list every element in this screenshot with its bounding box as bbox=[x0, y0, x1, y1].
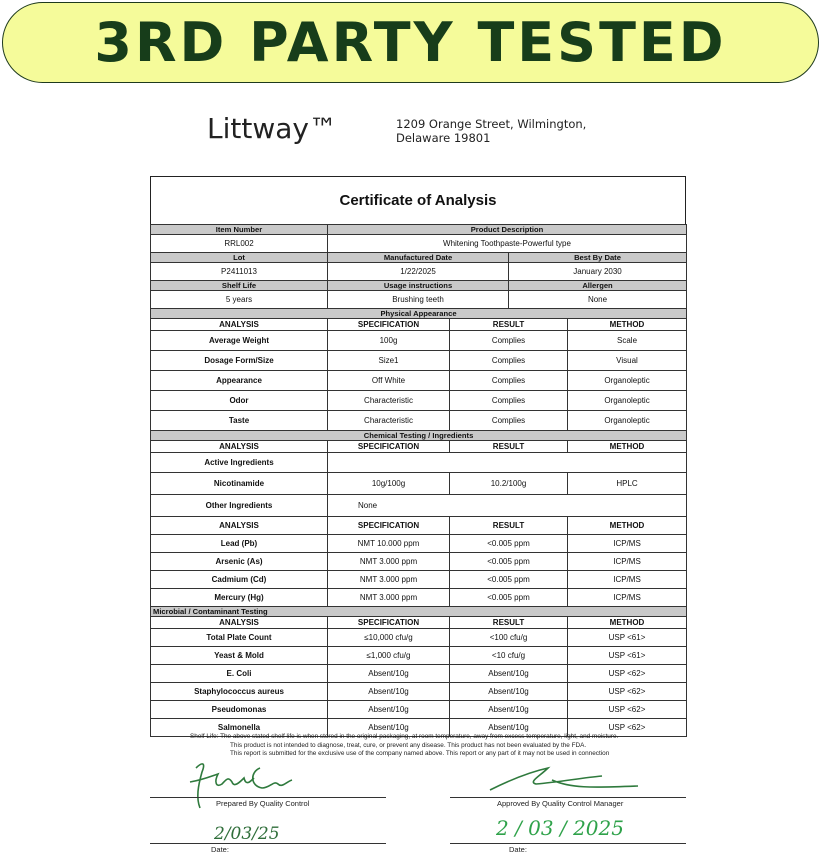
cell-analysis: E. Coli bbox=[151, 665, 328, 683]
cell-spec: 100g bbox=[328, 331, 450, 351]
note-shelf-life: Shelf Life: The above stated shelf life is when stored in the original packaging, at room temperature, away from excess temperature, light, and moisture. bbox=[190, 733, 619, 740]
lot-value: P2411013 bbox=[151, 263, 328, 281]
column-header-analysis: ANALYSIS bbox=[151, 441, 328, 453]
column-header-specification: SPECIFICATION bbox=[328, 617, 450, 629]
cell-analysis: Salmonella bbox=[151, 719, 328, 737]
manufactured-date-value: 1/22/2025 bbox=[328, 263, 509, 281]
date-line-left bbox=[150, 843, 386, 844]
address-line-2: Delaware 19801 bbox=[396, 131, 491, 145]
table-row bbox=[151, 571, 687, 589]
table-row bbox=[151, 647, 687, 665]
table-row bbox=[151, 225, 687, 235]
signature-line-left bbox=[150, 797, 386, 798]
table-row bbox=[151, 683, 687, 701]
table-row bbox=[151, 473, 687, 495]
cell-result: <0.005 ppm bbox=[450, 535, 568, 553]
cell-result: Complies bbox=[450, 351, 568, 371]
column-header-row bbox=[151, 319, 687, 331]
section-header bbox=[151, 431, 687, 441]
date-value-right: 2 / 03 / 2025 bbox=[496, 816, 624, 840]
note-exclusive-use: This report is submitted for the exclusive use of the company named above. This report or any part of it may not be used in connection bbox=[230, 750, 610, 757]
column-header-method: METHOD bbox=[568, 517, 687, 535]
cell-analysis: Arsenic (As) bbox=[151, 553, 328, 571]
signature-line-right bbox=[450, 797, 686, 798]
date-label-right: Date: bbox=[509, 845, 527, 854]
cell-spec: NMT 10.000 ppm bbox=[328, 535, 450, 553]
table-row bbox=[151, 281, 687, 291]
column-header-specification: SPECIFICATION bbox=[328, 517, 450, 535]
table-row bbox=[151, 351, 687, 371]
active-ingredients-label: Active Ingredients bbox=[151, 453, 328, 473]
column-header-analysis: ANALYSIS bbox=[151, 319, 328, 331]
column-header-result: RESULT bbox=[450, 441, 568, 453]
best-by-date-label: Best By Date bbox=[509, 253, 687, 263]
brand-logo: Littway™ bbox=[207, 112, 337, 145]
table-row bbox=[151, 589, 687, 607]
cell-method: USP <62> bbox=[568, 719, 687, 737]
section-header bbox=[151, 309, 687, 319]
cell-analysis: Yeast & Mold bbox=[151, 647, 328, 665]
table-row bbox=[151, 291, 687, 309]
date-value-left: 2/03/25 bbox=[214, 824, 280, 844]
allergen-value: None bbox=[509, 291, 687, 309]
column-header-row bbox=[151, 617, 687, 629]
table-row bbox=[151, 391, 687, 411]
column-header-analysis: ANALYSIS bbox=[151, 517, 328, 535]
cell-spec: Absent/10g bbox=[328, 719, 450, 737]
cell-result: Complies bbox=[450, 391, 568, 411]
cell-method: ICP/MS bbox=[568, 535, 687, 553]
approved-by-label: Approved By Quality Control Manager bbox=[497, 799, 624, 808]
section-header bbox=[151, 607, 687, 617]
column-header-specification: SPECIFICATION bbox=[328, 441, 450, 453]
cell-spec: 10g/100g bbox=[328, 473, 450, 495]
cell-result: Complies bbox=[450, 371, 568, 391]
prepared-by-label: Prepared By Quality Control bbox=[216, 799, 310, 808]
cell-method: ICP/MS bbox=[568, 589, 687, 607]
table-row bbox=[151, 495, 687, 517]
cell-result: 10.2/100g bbox=[450, 473, 568, 495]
physical-appearance-title: Physical Appearance bbox=[151, 309, 687, 319]
cell-result: <0.005 ppm bbox=[450, 571, 568, 589]
disclaimer-notes bbox=[150, 733, 686, 759]
table-row bbox=[151, 701, 687, 719]
banner-title: 3RD PARTY TESTED bbox=[94, 11, 727, 74]
column-header-analysis: ANALYSIS bbox=[151, 617, 328, 629]
table-row bbox=[151, 453, 687, 473]
other-ingredients-label: Other Ingredients bbox=[151, 495, 328, 517]
table-row bbox=[151, 665, 687, 683]
column-header-row bbox=[151, 517, 687, 535]
cell-method: Scale bbox=[568, 331, 687, 351]
cell-spec: ≤10,000 cfu/g bbox=[328, 629, 450, 647]
usage-instructions-value: Brushing teeth bbox=[328, 291, 509, 309]
cell-analysis: Dosage Form/Size bbox=[151, 351, 328, 371]
cell-method: Visual bbox=[568, 351, 687, 371]
signature-approved bbox=[470, 762, 650, 798]
table-row bbox=[151, 235, 687, 253]
usage-instructions-label: Usage instructions bbox=[328, 281, 509, 291]
cell-result: <0.005 ppm bbox=[450, 589, 568, 607]
shelf-life-label: Shelf Life bbox=[151, 281, 328, 291]
lot-label: Lot bbox=[151, 253, 328, 263]
cell-result: Absent/10g bbox=[450, 701, 568, 719]
cell-method: USP <61> bbox=[568, 629, 687, 647]
manufactured-date-label: Manufactured Date bbox=[328, 253, 509, 263]
cell-method: USP <61> bbox=[568, 647, 687, 665]
item-number-value: RRL002 bbox=[151, 235, 328, 253]
other-ingredients-value: None bbox=[328, 495, 687, 517]
banner bbox=[2, 2, 819, 83]
cell-result: <10 cfu/g bbox=[450, 647, 568, 665]
cell-analysis: Mercury (Hg) bbox=[151, 589, 328, 607]
cell-method: Organoleptic bbox=[568, 371, 687, 391]
cell-analysis: Pseudomonas bbox=[151, 701, 328, 719]
cell-spec: Size1 bbox=[328, 351, 450, 371]
table-row bbox=[151, 629, 687, 647]
cell-result: Absent/10g bbox=[450, 719, 568, 737]
cell-analysis: Average Weight bbox=[151, 331, 328, 351]
table-row bbox=[151, 253, 687, 263]
cell-method: USP <62> bbox=[568, 701, 687, 719]
column-header-result: RESULT bbox=[450, 617, 568, 629]
column-header-result: RESULT bbox=[450, 319, 568, 331]
certificate-of-analysis bbox=[150, 176, 686, 737]
product-description-label: Product Description bbox=[328, 225, 687, 235]
cell-result: Complies bbox=[450, 411, 568, 431]
cell-method: USP <62> bbox=[568, 665, 687, 683]
column-header-row bbox=[151, 441, 687, 453]
table-row bbox=[151, 553, 687, 571]
table-row bbox=[151, 263, 687, 281]
address-line-1: 1209 Orange Street, Wilmington, bbox=[396, 117, 587, 131]
date-label-left: Date: bbox=[211, 845, 229, 854]
cell-analysis: Appearance bbox=[151, 371, 328, 391]
best-by-date-value: January 2030 bbox=[509, 263, 687, 281]
item-number-label: Item Number bbox=[151, 225, 328, 235]
table-row bbox=[151, 535, 687, 553]
cell-spec: NMT 3.000 ppm bbox=[328, 589, 450, 607]
table-row bbox=[151, 411, 687, 431]
cell-spec: Absent/10g bbox=[328, 701, 450, 719]
cell-result: Complies bbox=[450, 331, 568, 351]
cell-spec: Off White bbox=[328, 371, 450, 391]
column-header-method: METHOD bbox=[568, 617, 687, 629]
cell-spec: NMT 3.000 ppm bbox=[328, 553, 450, 571]
cell-spec: Characteristic bbox=[328, 411, 450, 431]
active-ingredients-blank bbox=[328, 453, 687, 473]
cell-spec: Absent/10g bbox=[328, 683, 450, 701]
cell-method: Organoleptic bbox=[568, 411, 687, 431]
cell-spec: ≤1,000 cfu/g bbox=[328, 647, 450, 665]
certificate-title: Certificate of Analysis bbox=[150, 176, 686, 224]
cell-analysis: Taste bbox=[151, 411, 328, 431]
product-description-value: Whitening Toothpaste-Powerful type bbox=[328, 235, 687, 253]
cell-method: USP <62> bbox=[568, 683, 687, 701]
note-fda: This product is not intended to diagnose, treat, cure, or prevent any disease. This product has not been evaluated by the FDA. bbox=[230, 741, 587, 749]
cell-method: ICP/MS bbox=[568, 553, 687, 571]
cell-analysis: Lead (Pb) bbox=[151, 535, 328, 553]
date-line-right bbox=[450, 843, 686, 844]
cell-spec: NMT 3.000 ppm bbox=[328, 571, 450, 589]
cell-result: Absent/10g bbox=[450, 665, 568, 683]
cell-result: Absent/10g bbox=[450, 683, 568, 701]
cell-result: <100 cfu/g bbox=[450, 629, 568, 647]
cell-analysis: Odor bbox=[151, 391, 328, 411]
company-address bbox=[396, 117, 596, 145]
cell-analysis: Nicotinamide bbox=[151, 473, 328, 495]
table-row bbox=[151, 371, 687, 391]
cell-analysis: Cadmium (Cd) bbox=[151, 571, 328, 589]
shelf-life-value: 5 years bbox=[151, 291, 328, 309]
cell-analysis: Total Plate Count bbox=[151, 629, 328, 647]
cell-spec: Absent/10g bbox=[328, 665, 450, 683]
column-header-method: METHOD bbox=[568, 319, 687, 331]
column-header-method: METHOD bbox=[568, 441, 687, 453]
analysis-table bbox=[150, 224, 687, 737]
cell-analysis: Staphylococcus aureus bbox=[151, 683, 328, 701]
table-row bbox=[151, 331, 687, 351]
microbial-testing-title: Microbial / Contaminant Testing bbox=[151, 607, 687, 617]
column-header-result: RESULT bbox=[450, 517, 568, 535]
allergen-label: Allergen bbox=[509, 281, 687, 291]
cell-method: Organoleptic bbox=[568, 391, 687, 411]
cell-spec: Characteristic bbox=[328, 391, 450, 411]
cell-result: <0.005 ppm bbox=[450, 553, 568, 571]
column-header-specification: SPECIFICATION bbox=[328, 319, 450, 331]
chemical-testing-title: Chemical Testing / Ingredients bbox=[151, 431, 687, 441]
cell-method: ICP/MS bbox=[568, 571, 687, 589]
cell-method: HPLC bbox=[568, 473, 687, 495]
